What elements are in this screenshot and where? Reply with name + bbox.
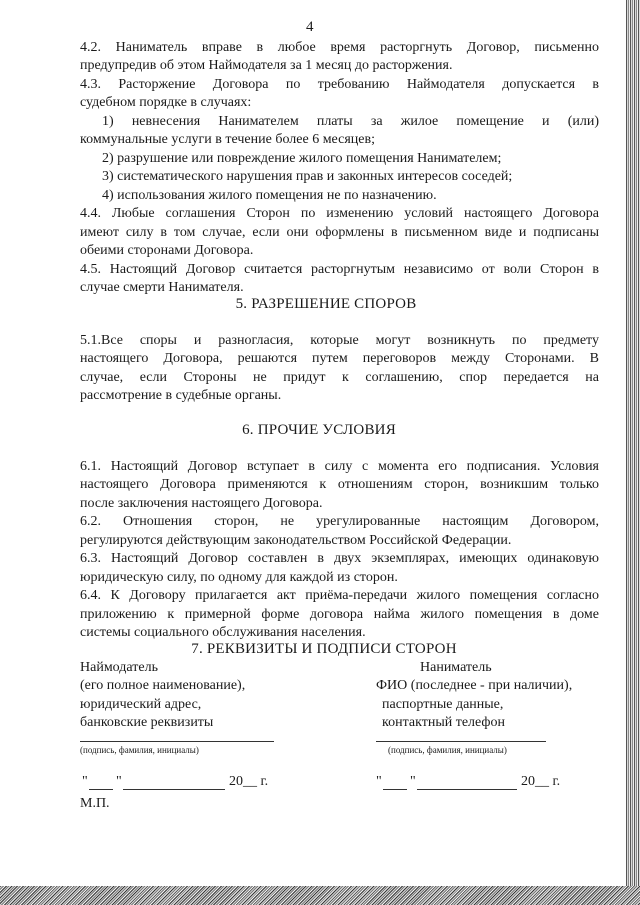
para-6-4-line-1: 6.4. К Договору прилагается акт приёма-передачи жилого помещения согласно xyxy=(80,588,599,603)
seal-mark: М.П. xyxy=(80,796,110,811)
para-6-2-line-2: регулируются действующим законодательством Российской Федерации. xyxy=(80,533,512,548)
para-6-4-line-2: приложению к примерной форме договора найма жилого помещения в доме xyxy=(80,607,599,622)
para-6-3-line-1: 6.3. Настоящий Договор составлен в двух экземплярах, имеющих одинаковую xyxy=(80,551,599,566)
tenant-name-hint: ФИО (последнее - при наличии), xyxy=(376,678,573,693)
para-4-4-line-3: обеими сторонами Договора. xyxy=(80,243,254,258)
landlord-bank-hint: банковские реквизиты xyxy=(80,715,214,730)
para-6-4-line-3: системы социального обслуживания населения. xyxy=(80,625,366,640)
para-6-1-line-2: настоящего Договора применяются к отношениям сторон, возникшим только xyxy=(80,477,599,492)
para-4-3-line-2: судебном порядке в случаях: xyxy=(80,95,252,110)
tenant-date-quote-close: " xyxy=(410,774,416,789)
list-item-1-line-1: 1) невнесения Нанимателем платы за жилое помещение и (или) xyxy=(102,114,599,129)
para-4-5-line-1: 4.5. Настоящий Договор считается расторгнутым независимо от воли Сторон в xyxy=(80,262,599,277)
landlord-date-quote-close: " xyxy=(116,774,122,789)
landlord-name-hint: (его полное наименование), xyxy=(80,678,246,693)
para-6-3-line-2: юридическую силу, по одному для каждой из сторон. xyxy=(80,570,398,585)
para-4-2-line-1: 4.2. Наниматель вправе в любое время расторгнуть Договор, письменно xyxy=(80,40,599,55)
landlord-signature-line xyxy=(80,741,274,742)
scan-edge-right xyxy=(626,0,640,905)
list-item-1-line-2: коммунальные услуги в течение более 6 месяцев; xyxy=(80,132,375,147)
para-6-2-line-1: 6.2. Отношения сторон, не урегулированные настоящим Договором, xyxy=(80,514,599,529)
section-6-heading: 6. ПРОЧИЕ УСЛОВИЯ xyxy=(242,422,396,438)
tenant-signature-caption: (подпись, фамилия, инициалы) xyxy=(388,745,507,755)
para-4-3-line-1: 4.3. Расторжение Договора по требованию Наймодателя допускается в xyxy=(80,77,599,92)
landlord-address-hint: юридический адрес, xyxy=(80,697,202,712)
tenant-date-day-line xyxy=(383,789,407,790)
para-6-1-line-3: после заключения настоящего Договора. xyxy=(80,496,323,511)
section-7-heading: 7. РЕКВИЗИТЫ И ПОДПИСИ СТОРОН xyxy=(191,641,457,657)
para-4-5-line-2: случае смерти Нанимателя. xyxy=(80,280,244,295)
para-5-1-line-3: случае, если Стороны не придут к соглашению, спор передается на xyxy=(80,370,599,385)
tenant-date-quote-open: " xyxy=(376,774,382,789)
tenant-date-year: 20__ г. xyxy=(521,774,561,789)
para-5-1-line-2: настоящего Договора, решаются путем переговоров между Сторонами. В xyxy=(80,351,599,366)
landlord-date-quote-open: " xyxy=(82,774,88,789)
tenant-passport-hint: паспортные данные, xyxy=(382,697,504,712)
landlord-label: Наймодатель xyxy=(80,660,158,675)
para-4-2-line-2: предупредив об этом Наймодателя за 1 месяц до расторжения. xyxy=(80,58,453,73)
para-5-1-line-4: рассмотрение в судебные органы. xyxy=(80,388,282,403)
section-5-heading: 5. РАЗРЕШЕНИЕ СПОРОВ xyxy=(235,296,417,312)
tenant-label: Наниматель xyxy=(420,660,492,675)
list-item-3: 3) систематического нарушения прав и законных интересов соседей; xyxy=(102,169,513,184)
list-item-4: 4) использования жилого помещения не по назначению. xyxy=(102,188,437,203)
landlord-date-month-line xyxy=(123,789,225,790)
landlord-date-year: 20__ г. xyxy=(229,774,269,789)
page-number: 4 xyxy=(306,19,314,35)
list-item-2: 2) разрушение или повреждение жилого помещения Нанимателем; xyxy=(102,151,502,166)
tenant-date-month-line xyxy=(417,789,517,790)
landlord-date-day-line xyxy=(89,789,113,790)
tenant-phone-hint: контактный телефон xyxy=(382,715,505,730)
tenant-signature-line xyxy=(376,741,546,742)
para-4-4-line-1: 4.4. Любые соглашения Сторон по изменению условий настоящего Договора xyxy=(80,206,599,221)
para-5-1-line-1: 5.1.Все споры и разногласия, которые могут возникнуть по предмету xyxy=(80,333,599,348)
landlord-signature-caption: (подпись, фамилия, инициалы) xyxy=(80,745,199,755)
para-6-1-line-1: 6.1. Настоящий Договор вступает в силу с момента его подписания. Условия xyxy=(80,459,599,474)
scan-edge-bottom xyxy=(0,886,640,905)
para-4-4-line-2: имеют силу в том случае, если они оформлены в письменном виде и подписаны xyxy=(80,225,599,240)
